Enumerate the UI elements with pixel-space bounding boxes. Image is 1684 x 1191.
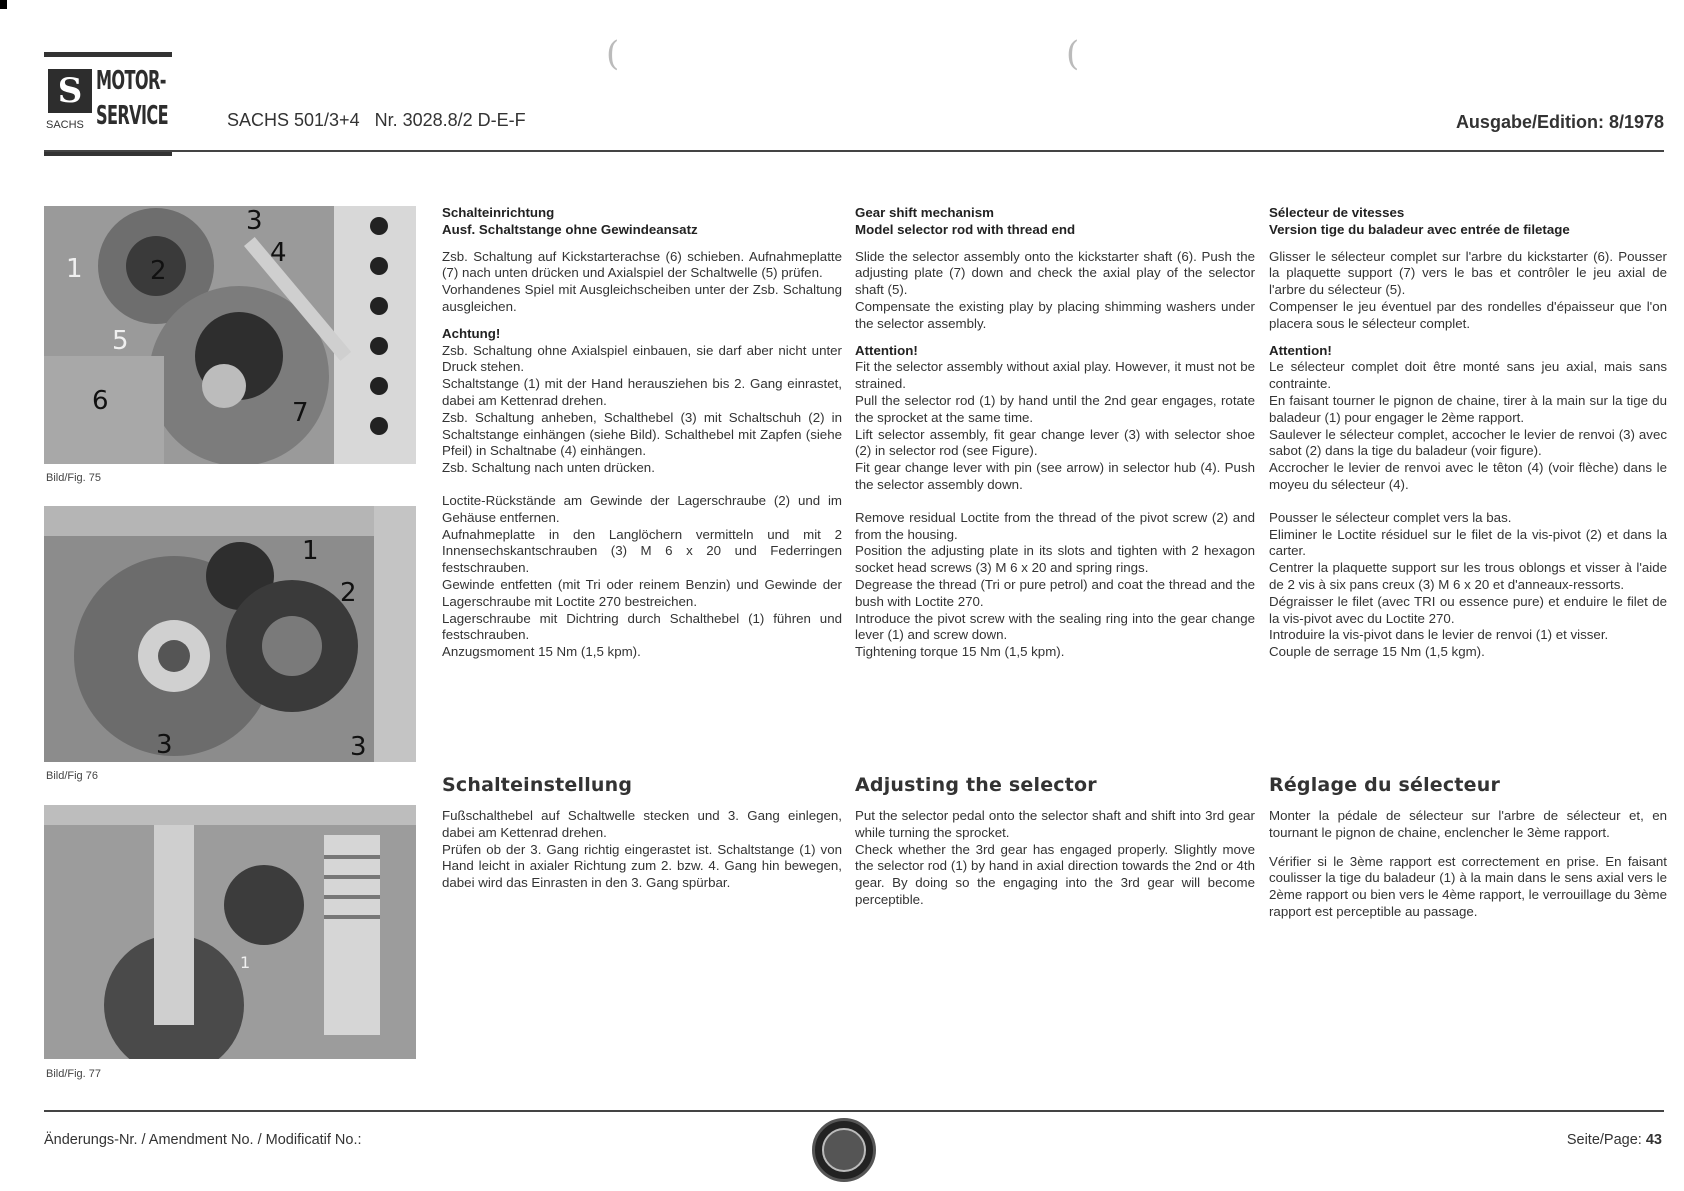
fr-paragraph: Introduire la vis-pivot dans le levier de renvoi (1) et visser. [1269, 627, 1609, 643]
page-indicator [1567, 1132, 1662, 1148]
sachs-logo [44, 52, 172, 156]
de-paragraph: Zsb. Schaltung anheben, Schalthebel (3) mit Schaltschuh (2) in Schaltstange einhängen (siehe Bild). Schalthebel mit Zapfen (siehe Pfeil) in Schaltnabe (4) einhängen. [442, 409, 842, 459]
de-attention: Achtung! [442, 325, 501, 341]
fr-paragraph: Saulever le sélecteur complet, accocher le levier de renvoi (3) avec sabot (2) dans la tige du baladeur (voir figure). [1269, 426, 1667, 459]
french-adjust-column [1269, 808, 1667, 921]
english-adjust-column [855, 808, 1255, 909]
german-column [442, 205, 842, 661]
en-paragraph: Fit gear change lever with pin (see arrow) in selector hub (4). Push the selector assembly down. [855, 460, 1255, 492]
en-paragraph: Pull the selector rod (1) by hand until the 2nd gear engages, rotate the sprocket at the same time. [855, 392, 1255, 425]
callout-2: 2 [340, 578, 357, 608]
en-paragraph: Introduce the pivot screw with the sealing ring into the gear change lever (1) and screw down. [855, 610, 1255, 643]
de-paragraph: Zsb. Schaltung nach unten drücken. [442, 460, 655, 476]
de-paragraph: Schaltstange (1) mit der Hand herausziehen bis 2. Gang einrastet, dabei am Kettenrad drehen. [442, 376, 842, 408]
fr-paragraph: Centrer la plaquette support sur les trous oblongs et visser à l'aide de 2 vis à six pans creux (3) M 6 x 20 et d'anneaux-ressorts. [1269, 560, 1667, 592]
en-paragraph: Compensate the existing play by placing shimming washers under the selector assembly. [855, 298, 1255, 331]
en-paragraph: Put the selector pedal onto the selector shaft and shift into 3rd gear while turning the sprocket. [855, 808, 1255, 840]
en-section-title: Adjusting the selector [855, 774, 1097, 796]
en-paragraph: Slide the selector assembly onto the kickstarter shaft (6). Push the adjusting plate (7) down and check the axial play of the selector shaft (5). [855, 248, 1255, 298]
de-paragraph: Aufnahmeplatte in den Langlöchern vermitteln und mit 2 Innensechskantschrauben (3) M 6 x 20 und Federringen festschrauben. [442, 526, 842, 576]
fr-paragraph: Compenser le jeu éventuel par des rondelles d'épaisseur que l'on placera sous le sélecteur complet. [1269, 298, 1667, 331]
en-subheading: Model selector rod with thread end [855, 221, 1076, 237]
footer-rule [44, 1110, 1664, 1112]
page-number: 43 [1645, 1132, 1662, 1148]
en-paragraph: Tightening torque 15 Nm (1,5 kpm). [855, 644, 1065, 660]
en-paragraph: Lift selector assembly, fit gear change lever (3) with selector shoe (2) in selector rod (see Figure). [855, 426, 1255, 459]
en-paragraph: Check whether the 3rd gear has engaged properly. Slightly move the selector rod (1) by hand in axial direction towards the 2nd or 4th gear. By doing so the engaging into the 3rd gear will become perceptible. [855, 841, 1255, 907]
en-paragraph: Fit the selector assembly without axial play. However, it must not be strained. [855, 359, 1255, 392]
fr-paragraph: Accrocher le levier de renvoi avec le têton (4) (voir flèche) dans le moyeu du sélecteur (4). [1269, 460, 1667, 492]
figure-77-label: Bild/Fig. 77 [46, 1068, 102, 1080]
logo-brand-small: SACHS [46, 119, 84, 131]
de-paragraph: Zsb. Schaltung auf Kickstarterachse (6) schieben. Aufnahmeplatte (7) nach unten drücken und Axialspiel der Schaltwelle (5) prüfen. [442, 248, 842, 281]
de-paragraph: Gewinde entfetten (mit Tri oder reinem Benzin) und Gewinde der Lagerschraube mit Loctite 270 bestreichen. [442, 576, 842, 609]
page-label: Seite/Page: [1566, 1132, 1642, 1148]
callout-1: 1 [66, 254, 83, 284]
de-paragraph: Lagerschraube mit Dichtring durch Schalthebel (1) führen und festschrauben. [442, 610, 842, 643]
english-column [855, 205, 1255, 661]
callout-1: 1 [302, 536, 319, 566]
en-attention: Attention! [855, 342, 918, 358]
scan-artifact: ( [606, 34, 620, 74]
edition: Ausgabe/Edition: 8/1978 [1455, 112, 1664, 132]
sachs-emblem-icon: S [48, 69, 92, 113]
en-paragraph: Remove residual Loctite from the thread of the pivot screw (2) and from the housing. [855, 509, 1255, 542]
amendment-label: Änderungs-Nr. / Amendment No. / Modificatif No.: [44, 1132, 362, 1148]
de-paragraph: Anzugsmoment 15 Nm (1,5 kpm). [442, 644, 641, 660]
de-paragraph: Fußschalthebel auf Schaltwelle stecken und 3. Gang einlegen, dabei am Kettenrad drehen. [442, 808, 842, 840]
scan-artifact: ( [1066, 34, 1080, 74]
de-paragraph: Prüfen ob der 3. Gang richtig eingerastet ist. Schaltstange (1) von Hand leicht in axialer Richtung zum 2. bzw. 4. Gang hin bewegen, dabei wird das Einrasten in den 3. Gang spürbar. [442, 841, 842, 891]
de-paragraph: Zsb. Schaltung ohne Axialspiel einbauen, sie darf aber nicht unter Druck stehen. [442, 342, 842, 375]
callout-3: 3 [350, 732, 367, 762]
fr-paragraph: Vérifier si le 3ème rapport est correctement en prise. En faisant coulisser la tige du baladeur (1) à la main dans le sens axial vers le 2ème rapport ou bien vers le 4ème rapport, le verrouillage du 3ème rapport est perceptible au passage. [1269, 853, 1667, 919]
fr-paragraph: Pousser le sélecteur complet vers la bas. [1269, 509, 1512, 525]
de-heading: Schalteinrichtung [442, 205, 555, 220]
fr-section-title: Réglage du sélecteur [1269, 774, 1501, 796]
fr-paragraph: Couple de serrage 15 Nm (1,5 kgm). [1269, 644, 1485, 660]
german-adjust-column [442, 808, 842, 892]
figure-77-photo [44, 805, 416, 1059]
de-subheading: Ausf. Schaltstange ohne Gewindeansatz [442, 221, 698, 237]
callout-4: 4 [270, 238, 287, 268]
de-section-title: Schalteinstellung [442, 774, 633, 796]
en-heading: Gear shift mechanism [855, 205, 994, 220]
fr-subheading: Version tige du baladeur avec entrée de filetage [1269, 221, 1570, 237]
callout-2: 2 [150, 256, 167, 286]
logo-brand-bottom: SERVICE [96, 101, 169, 131]
fr-paragraph: En faisant tourner le pignon de chaine, tirer à la main sur la tige du baladeur (1) pour engager le 2ème rapport. [1269, 392, 1667, 425]
callout-3: 3 [156, 730, 173, 760]
callout-7: 7 [292, 398, 309, 428]
french-column [1269, 205, 1667, 661]
figure-75-photo [44, 206, 416, 464]
de-paragraph: Vorhandenes Spiel mit Ausgleichscheiben unter der Zsb. Schaltung ausgleichen. [442, 282, 842, 314]
fr-heading: Sélecteur de vitesses [1269, 205, 1405, 220]
callout-1: 1 [240, 953, 251, 972]
document-id: SACHS 501/3+4 Nr. 3028.8/2 D-E-F [227, 110, 526, 130]
figure-76-label: Bild/Fig 76 [46, 770, 98, 782]
fr-paragraph: Monter la pédale de sélecteur sur l'arbre de sélecteur et, en tournant le pignon de chaine, enclencher le 3ème rapport. [1269, 808, 1667, 840]
seal-icon [812, 1118, 876, 1182]
callout-3: 3 [246, 206, 263, 236]
en-paragraph: Degrease the thread (Tri or pure petrol) and coat the thread and the bush with Loctite 270. [855, 576, 1255, 609]
fr-paragraph: Eliminer le Loctite résiduel sur le filet de la vis-pivot (2) et dans la carter. [1269, 526, 1667, 559]
callout-5: 5 [112, 326, 129, 356]
en-paragraph: Position the adjusting plate in its slots and tighten with 2 hexagon socket head screws (3) M 6 x 20 and spring rings. [855, 543, 1255, 576]
de-paragraph: Loctite-Rückstände am Gewinde der Lagerschraube (2) und im Gehäuse entfernen. [442, 492, 842, 525]
figure-76-photo [44, 506, 416, 762]
logo-brand-top: MOTOR- [96, 66, 166, 96]
figure-75-label: Bild/Fig. 75 [46, 472, 102, 484]
fr-paragraph: Le sélecteur complet doit être monté sans jeu axial, mais sans contrainte. [1269, 359, 1667, 392]
header-rule [44, 150, 1664, 152]
fr-paragraph: Dégraisser le filet (avec TRI ou essence pure) et enduire le filet de la vis-pivot avec du Loctite 270. [1269, 593, 1667, 626]
fr-paragraph: Glisser le sélecteur complet sur l'arbre du kickstarter (6). Pousser la plaquette support (7) vers le bas et contrôler le jeu axial de l'arbre du sélecteur (5). [1269, 248, 1667, 298]
fr-attention: Attention! [1269, 342, 1332, 358]
corner-mark [0, 0, 7, 9]
callout-6: 6 [92, 386, 109, 416]
